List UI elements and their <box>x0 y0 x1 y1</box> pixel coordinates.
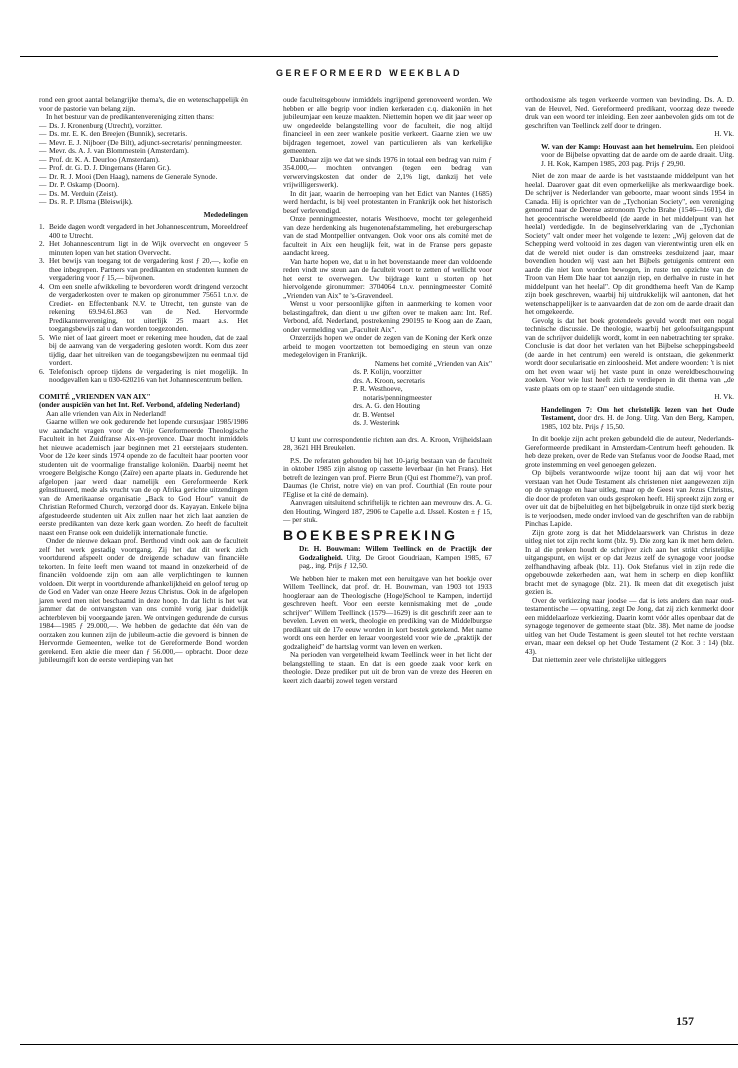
list-item: 4. Om een snelle afwikkeling te bevorderen wordt dringend verzocht de vergaderkosten over te maken op gironummer 75651 t.n.v. de Crediet- en Effectenbank N.V. te Utrecht, ten gunste van de rekening 69.94.61.863 van de Ned. Hervormde Predikantenvereniging, tot uiterlijk 25 maart a.s. Het toegangsbewijs zal u dan worden toegezonden. <box>39 281 248 333</box>
list-item: 5. Wie niet of laat gireert moet er rekening mee houden, dat de zaal bij de aanvang van de vergadering gesloten wordt. Kom dus zeer tijdig, daar het uitreiken van de toegangsbewijzen nu eenmaal tijd vordert. <box>39 332 248 367</box>
review-heading: Dr. H. Bouwman: Willem Teellinck en de Practijk der Godzaligheid. Uitg. De Groot Goudriaan, Kampen 1985, 67 pag., ing. Prijs ƒ 12,50. <box>299 544 492 570</box>
section-subheading: (onder auspiciën van het Int. Ref. Verbond, afdeling Nederland) <box>39 400 240 409</box>
paragraph: Over de verkiezing naar joodse — dat is iets anders dan naar oud-testamentische — opvatting, zegt De Jong, dat zij zich kenmerkt door een middelaarloze verkiezing. Daarin komt vóór alles openbaar dat de synagoge tegenover de gemeente staat (blz. 38). Met name de joodse uitleg van het Oude Testament is geen sleutel tot het rechte verstaan ervan, maar een deksel op het Oude Testament (2 Kor. 3 : 14) (blz. 43). <box>525 595 734 656</box>
paragraph: In dit boekje zijn acht preken gebundeld die de auteur, Nederlands-Gereformeerde predikant in Amsterdam-Centrum heeft gehouden. Ik heb deze preken, over de Rede van Stefanus voor de Joodse Raad, met grote instemming en veel genoegen gelezen. <box>525 434 734 469</box>
list-item: 3. Het bewijs van toegang tot de vergadering kost ƒ 20,—, kofie en thee inbegrepen. Partners van predikanten en studenten kunnen de vergadering voor ƒ 15,— bijwonen. <box>39 256 248 282</box>
paragraph: P.S. De referaten gehouden bij het 10-jarig bestaan van de faculteit in oktober 1985 zijn alsnog op cassette leverbaar (in het Frans). Het betreft de lezingen van prof. Pierre Brun (Qui est l'homme?), van prof. Daumas (le Christ, notre vie) en van prof. Courthial (En route pour l'Eglise et la cité de demain). <box>283 455 492 499</box>
list-item: — Prof. dr. K. A. Deurloo (Amsterdam). <box>39 154 160 164</box>
list-item: — Ds. M. Verduin (Zeist). <box>39 188 118 198</box>
mededelingen-list <box>39 223 248 385</box>
signer: notaris/penningmeester <box>363 392 432 402</box>
page-header: GEREFORMEERD WEEKBLAD <box>275 68 463 78</box>
signer: P. R. Westhoeve, <box>353 384 403 393</box>
paragraph: Dankbaar zijn we dat we sinds 1976 in totaal een bedrag van ruim ƒ 354.000,— mochten ontvangen (tegen een bedrag van verwervingskosten dat onder de 2,1% ligt, dankzij het vele vrijwilligerswerk). <box>283 154 492 189</box>
list-item: — Ds. J. Kronenburg (Utrecht), vorzitter. <box>39 120 163 130</box>
paragraph: Aan alle vrienden van Aix in Nederland! <box>46 408 167 418</box>
list-item: 6. Telefonisch oproep tijdens de vergadering is niet mogelijk. In noodgevallen kan u 030-620216 van het Johannescentrum bellen. <box>39 366 248 384</box>
bottom-rule <box>20 1044 738 1045</box>
review-heading: W. van der Kamp: Houvast aan het hemelruim. Een pleidooi voor de Bijbelse opvatting dat de aarde om de aarde draait. Uitg. J. H. Kok, Kampen 1985, 203 pag. Prijs ƒ 29,90. <box>541 141 735 168</box>
column-3 <box>525 96 734 665</box>
review-signature: H. Vk. <box>714 129 734 138</box>
paragraph: In dit jaar, waarin de herroeping van het Edict van Nantes (1685) werd herdacht, is bij veel protestanten in Frankrijk ook het historisch besef verlevendigd. <box>283 188 492 215</box>
signer: ds. J. Westerink <box>353 418 400 427</box>
signer: ds. P. Kolijn, voorzitter <box>353 367 422 376</box>
signature-intro: Namens het comité „Vrienden van Aix" <box>374 358 492 368</box>
paragraph: rond een groot aantal belangrijke thema's, die en wetenschappelijk èn voor de pastorie van belang zijn. <box>39 95 248 113</box>
list-item: — Prof. dr. G. D. J. Dingemans (Haren Gr.). <box>39 163 171 172</box>
list-item: — Dr. P. Oskamp (Doorn). <box>39 180 120 189</box>
list-item: — Mevr. ds. A. J. van Blommestein (Amsterdam). <box>39 146 189 155</box>
review-signature: H. Vk. <box>714 392 734 401</box>
signer: dr. B. Wentsel <box>353 409 395 419</box>
list-item: 2. Het Johannescentrum ligt in de Wijk overvecht en ongeveer 5 minuten lopen van het station Overvecht. <box>39 239 248 257</box>
paragraph: Op bijbels verantwoorde wijze toont hij aan dat wij voor het verstaan van het Oude Testament als christenen niet aangewezen zijn op de synagoge en haar uitleg, maar op de Geest van Jezus Christus, die door de profeten van ouds gesproken heeft. Hij spreekt zijn zorg er over uit dat de bijbeluitleg en het bijbelgebruik in onze tijd sterk bezig is te verjoodsen, mede onder invloed van de geschriften van de rabbijn Pinchas Lapide. <box>525 468 734 528</box>
paragraph: orthodoxisme als tegen verkeerde vormen van bevinding. Ds. A. D. van de Heuvel, Ned. Gereformeerd predikant, voorzag deze tweede druk van een woord ter inleiding. Een zeer aanbevolen gids om tot de geschriften van Teellinck zelf door te dringen. <box>525 95 734 130</box>
section-heading: COMITÉ „VRIENDEN VAN AIX" <box>39 391 151 401</box>
bestuur-list <box>39 122 248 207</box>
paragraph: In het bestuur van de predikantenvereniging zitten thans: <box>46 112 215 121</box>
signer: drs. A. Kroon, secretaris <box>353 375 425 385</box>
paragraph: Gevolg is dat het boek grotendeels gevuld wordt met een nogal technische discussie. De theologie, waarbij het geloofsuitgangspunt van de schrijver duidelijk wordt, komt in een nabetrachting ter sprake. Conclusie is dat door het verlaten van het Bijbelse scheppingsbeeld (de aarde in het centrum) een wereld is ontstaan, die gekenmerkt wordt door secularisatie en zinloosheid. Met andere woorden: 't is niet om het even waar wij het vaste punt in onze wereldbeschouwing zoeken. Voor wie lust heeft zich te verdiepen in dit thema van „de vaste plaats om op te staan" een uitdagende studie. <box>525 315 734 393</box>
column-1 <box>39 96 248 665</box>
paragraph: Niet de zon maar de aarde is het vaststaande middelpunt van het heelal. Daarover gaat dit even opmerkelijke als merkwaardige boek. De schrijver is Nederlander van geboorte, maar woont sinds 1954 in Canada. Hij is oprichter van de „Tychonian Society", een vereniging genoemd naar de Deense astronoom Tycho Brahe (1546—1601), die het geocentrische wereldbeeld (de aarde in het middelpunt van het heelal) verdedigde. In de beginselverklaring van de „Tychonian Society" valt onder meer het volgende te lezen: „Wij geloven dat de Schepping werd voltooid in zes dagen van vierentwintig uren elk en dat de wereld niet ouder is dan omstreeks zesduizend jaar, maar bovendien houden wij vast aan het Bijbels getuigenis omtrent een aarde die niet kon worden bewogen, in ruste ten opzichte van de Troon van Hem Die haar tot aanzijn riep, en derhalve in ruste in het middelpunt van het heelal". Op dit grondthema heeft Van de Kamp zijn boek geschreven, waarbij hij uitdrukkelijk wil aantonen, dat het wetenschappelijker is te aanvaarden dat de zon om de aarde draait dan het omgekeerde. <box>525 171 734 316</box>
paragraph: Aanvragen uitsluitend schriftelijk te richten aan mevrouw drs. A. G. den Houting, Wingerd 187, 2906 te Capelle a.d. IJssel. Kosten ± ƒ 15,— per stuk. <box>283 498 492 524</box>
section-heading: Mededelingen <box>203 209 248 219</box>
paragraph: Wenst u voor persoonlijke giften in aanmerking te komen voor belastingaftrek, dan dient u uw giften over te maken aan: Int. Ref. Verbond, afd. Nederland, postrekening 290195 te Koog aan de Zaan, onder vermelding van „Faculteit Aix". <box>283 299 492 334</box>
paragraph: oude faculteitsgebouw inmiddels ingrijpend gerenoveerd worden. We hebben er alle begrip voor indien kerkeraden c.q. diakoniën in het jubileumjaar een keuze maakten. Niettemin hopen we dit jaar weer op uw ongedeelde belangstelling voor de faculteit, die nog altijd financieel in een zeer wankele positie verkeert. Gaarne zien we uw bijdragen tegemoet, zowel van particulieren als van kerkelijke gemeenten. <box>283 95 492 155</box>
paragraph: Dat niettemin zeer vele christelijke uitleggers <box>532 655 667 664</box>
column-2 <box>283 96 492 685</box>
paragraph: Onder de nieuwe dekaan prof. Berthoud vindt ook aan de faculteit zelf het werk gestadig voortgang. Zij het dat dit werk zich voortdurend afspeelt onder de dreigende schaduw van financiële tekorten. In feite leeft men waand tot maand in onzekerheid of de financiën voldoende zijn om aan alle verplichtingen te kunnen voldoen. Dit werpt in voortdurende afhankelijkheid en geloof terug op de God en Vader van onze Heere Jezus Christus. Ook in de afgelopen jaren werd men niet beschaamd in deze hoop. In dat licht is het wat jammer dat de ontvangsten van ons comité vorig jaar duidelijk achterbleven bij voorgaande jaren. We ontvingen gedurende de cursus 1984—1985 ƒ 29.000,—. We hebben de gedachte dat één van de oorzaken zou kunnen zijn de jubileum-actie die gevoerd is binnen de Hervormde Gemeenten, welke tot de Gereformerde Bond worden gerekend. Een aktie die meer dan ƒ 56.000,— opbracht. Door deze jubileumgift kon de eerste verdieping van het <box>39 536 248 664</box>
review-heading: Handelingen 7: Om het christelijk lezen van het Oude Testament, door drs. H. de Jong. Uitg. Van den Berg, Kampen, 1985, 102 blz. Prijs ƒ 15,50. <box>541 404 734 431</box>
paragraph: Van harte hopen we, dat u in het bovenstaande meer dan voldoende reden vindt uw steun aan de faculteit voort te zetten of wellicht voor het eerst te overwegen. Uw bijdrage kunt u storten op het hiervolgende gironummer: 3704064 t.n.v. penningmeester Comité „Vrienden van Aix" te 's-Gravendeel. <box>283 256 492 300</box>
signer: drs. A. G. den Houting <box>353 401 421 410</box>
list-item: — Ds. mr. E. K. den Breejen (Bunnik), secretaris. <box>39 129 188 138</box>
paragraph: Gaarne willen we ook gedurende het lopende cursusjaar 1985/1986 uw aandacht vragen voor de Vrije Gereformeerde Theologische Faculteit in het Zuidfranse Aix-en-provence. Daar mocht inmiddels het nieuwe academisch jaar beginnen met 21 eerstejaars studenten. Voor de 12e keer sinds 1974 opende zo de faculteit haar poorten voor studenten uit de voormalige franstalige koloniën. Daarbij neemt het vroegere Belgische Kongo (Zaïre) een aparte plaats in. Gedurende het afgelopen jaar werd daar namelijk een Gereformeerde Kerk geïnstitueerd, mede als vrucht van de op Afrika gerichte uitzendingen van de Amerikaanse organisatie „Back to God Hour" vanuit de Christian Reformed Church, verzorgd door ds. Kayayan. Enkele bijna afgestudeerde studenten uit Aix zullen naar het zich laat aanzien de eerste predikanten van deze kerk gaan worden. Zo heeft de faculteit naast een Franse ook een duidelijk internationale functie. <box>39 417 248 537</box>
paragraph: Onzerzijds hopen we onder de zegen van de Koning der Kerk onze arbeid te mogen voortzetten tot bemoediging en steun van onze medegelovigen in Frankrijk. <box>283 333 492 359</box>
signature-list <box>283 368 492 428</box>
list-item: — Mevr. E. J. Nijboer (De Bilt), adjunct-secretaris/ penningmeester. <box>39 137 242 147</box>
paragraph: Onze penningmeester, notaris Westhoeve, mocht ter gelegenheid van deze herdenking als hugenotenafstammeling, het ereburgerschap van de stad Montpellier ontvangen. Ook voor ons als comité met de faculteit in Aix een heuglijk feit, wat in de Franse pers gepaste aandacht kreeg. <box>283 214 492 257</box>
top-rule <box>20 56 718 57</box>
list-item: 1. Beide dagen wordt vergaderd in het Johannescentrum, Moreeldreef 400 te Utrecht. <box>39 222 248 240</box>
page-number: 157 <box>676 1014 694 1028</box>
list-item: — Dr. R. J. Mooi (Den Haag), namens de Generale Synode. <box>39 171 218 181</box>
list-item: — Ds. R. P. IJlsma (Bleiswijk). <box>39 197 133 206</box>
paragraph: Zijn grote zorg is dat het Middelaarswerk van Christus in deze uitleg niet tot zijn recht komt (blz. 9). Die zorg kan ik met hem delen. In al die preken houdt de schrijver zich aan het strikt christelijke uitgangspunt, en wijst er op dat Jezus zelf de synagoge voor joodse zelfhandhaving afbeak (blz. 11). Ook Stefanus viel in zijn rede die opgebouwde zekerheden aan, wat hem in scherp en diep konflikt bracht met de synagoge (blz. 21). Ik meen dat dit exegetisch juist gezien is. <box>525 527 734 596</box>
section-banner: BOEKBESPREKING <box>283 526 459 543</box>
paragraph: U kunt uw correspondentie richten aan drs. A. Kroon, Vrijheidslaan 28, 3621 HH Breukelen. <box>283 434 492 452</box>
paragraph: We hebben hier te maken met een heruitgave van het boekje over Willem Teellinck, dat prof. dr. H. Bouwman, van 1903 tot 1933 hoogleraar aan de Theologische (Hoge)School te Kampen, indertijd geschreven heeft. Voor een eerste kennismaking met de „oude schrijver" Willem Teellinck (1579—1629) is dit geschrift zeer aan te bevelen. Leven en werk, theologie en prediking van de Middelburgse predikant uit de 17e eeuw worden in kort bestek getekend. Met name wordt ons een herder en leraar voorgesteld voor wie de „praktijk der godzaligheid" de hartslag vormt van leven en werken. <box>283 573 492 651</box>
paragraph: Na perioden van vergetelheid kwam Teellinck weer in het licht der belangstelling te staan. En dat is een goede zaak voor kerk en theologie. Deze prediker put uit de bron van de vreze des Heeren en keert zich daarbij zowel tegen verstard <box>283 650 492 685</box>
